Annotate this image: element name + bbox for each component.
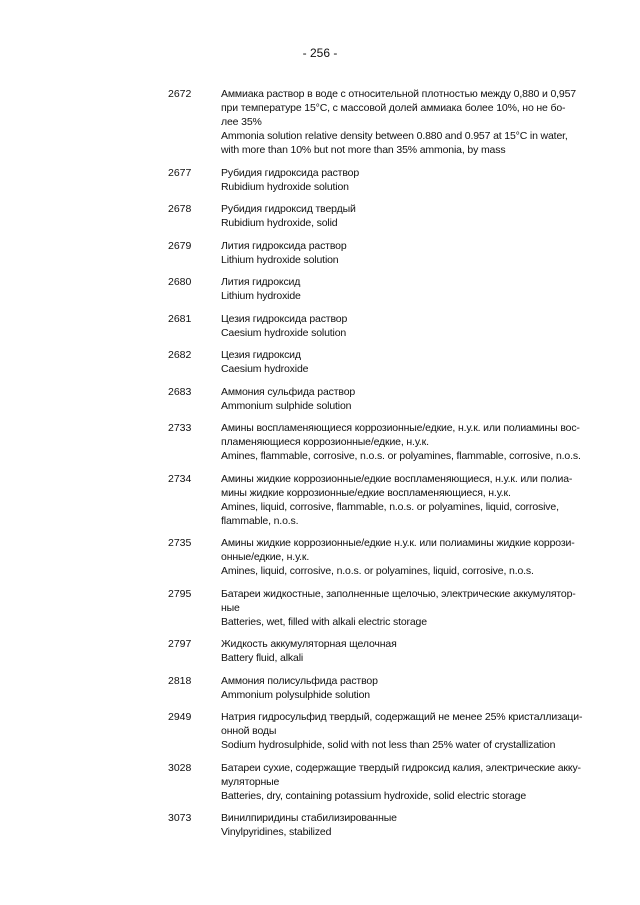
list-item (168, 239, 578, 267)
entry-text-line: flammable, n.o.s. (221, 514, 299, 527)
entry-number: 2734 (168, 472, 192, 485)
entry-text-line: Sodium hydrosulphide, solid with not less than 25% water of crystallization (221, 739, 556, 751)
entry-number: 2680 (168, 276, 192, 288)
entry-text-line: Vinylpyridines, stabilized (221, 826, 332, 838)
entry-number: 2672 (168, 88, 192, 100)
list-item (168, 348, 578, 376)
entry-text-line: Batteries, wet, filled with alkali electric storage (221, 615, 427, 628)
entry-text-line: with more than 10% but not more than 35% ammonia, by mass (221, 144, 506, 156)
entry-number: 2679 (168, 239, 192, 252)
entry-text-line: муляторные (221, 775, 280, 788)
entry-text-line: Caesium hydroxide (221, 363, 309, 375)
entry-text-line: Amines, liquid, corrosive, flammable, n.o.s. or polyamines, liquid, corrosive, (221, 500, 559, 513)
entry-number: 2733 (168, 422, 192, 434)
list-item (168, 421, 581, 463)
entry-description (221, 637, 571, 665)
entry-description (221, 674, 571, 702)
entry-description (221, 239, 571, 267)
entry-text-line: Амины воспламеняющиеся коррозионные/едкие, н.у.к. или полиамины вос- (221, 422, 580, 434)
entry-number: 2682 (168, 349, 192, 361)
list-item (168, 202, 578, 230)
entry-text-line: Рубидия гидроксида раствор (221, 166, 360, 179)
entry-number: 2678 (168, 203, 192, 215)
entry-text-line: Винилпиридины стабилизированные (221, 812, 397, 824)
entry-text-line: онной воды (221, 725, 277, 737)
entry-description (221, 202, 571, 230)
entry-text-line: ные (221, 601, 240, 614)
list-item (168, 472, 578, 528)
entry-number: 2797 (168, 638, 192, 650)
entry-text-line: Натрия гидросульфид твердый, содержащий не менее 25% кристаллизаци- (221, 711, 583, 723)
list-item (168, 811, 578, 839)
entry-text-line: Цезия гидроксид (221, 349, 301, 361)
entry-number: 2949 (168, 711, 192, 723)
list-item (168, 536, 578, 578)
entry-text-line: Амины жидкие коррозионные/едкие н.у.к. или полиамины жидкие коррози- (221, 537, 575, 549)
page-number: - 256 - (302, 46, 338, 60)
entry-text-line: пламеняющиеся коррозионные/едкие, н.у.к. (221, 436, 429, 448)
list-item (168, 312, 578, 340)
list-item (168, 637, 578, 665)
entry-text-line: Жидкость аккумуляторная щелочная (221, 638, 397, 650)
entry-description (221, 536, 575, 578)
entry-text-line: Аммония сульфида раствор (221, 385, 356, 398)
entry-text-line: Battery fluid, alkali (221, 652, 304, 664)
entry-description (221, 87, 576, 157)
entry-description (221, 811, 571, 839)
entry-text-line: Lithium hydroxide solution (221, 253, 339, 266)
list-item (168, 587, 578, 629)
entry-text-line: Рубидия гидроксид твердый (221, 203, 356, 215)
entry-description (221, 385, 571, 413)
entry-number: 3073 (168, 812, 192, 824)
entry-text-line: при температуре 15°С, с массовой долей аммиака более 10%, но не бо- (221, 102, 566, 114)
entry-text-line: Цезия гидроксида раствор (221, 312, 348, 325)
entry-text-line: мины жидкие коррозионные/едкие воспламеняющиеся, н.у.к. (221, 486, 511, 499)
entry-text-line: Batteries, dry, containing potassium hydroxide, solid electric storage (221, 789, 527, 802)
entry-number: 2683 (168, 385, 192, 398)
list-item (168, 166, 578, 194)
list-item (168, 710, 583, 752)
entry-number: 2677 (168, 166, 192, 179)
entry-text-line: Lithium hydroxide (221, 290, 301, 302)
entry-text-line: лее 35% (221, 116, 262, 128)
entry-text-line: Аммония полисульфида раствор (221, 674, 378, 687)
entry-text-line: Caesium hydroxide solution (221, 326, 347, 339)
entry-text-line: Батареи сухие, содержащие твердый гидроксид калия, электрические акку- (221, 761, 581, 774)
entry-number: 2818 (168, 674, 192, 687)
entry-text-line: Amines, flammable, corrosive, n.o.s. or polyamines, flammable, corrosive, n.o.s. (221, 450, 581, 462)
entry-description (221, 348, 571, 376)
entry-text-line: Ammonia solution relative density between 0.880 and 0.957 at 15°C in water, (221, 130, 568, 142)
entry-number: 2795 (168, 587, 192, 600)
entry-text-line: Ammonium polysulphide solution (221, 688, 370, 701)
entry-description (221, 587, 576, 629)
list-item (168, 385, 578, 413)
entry-description (221, 312, 571, 340)
entry-description (221, 472, 571, 528)
entry-description (221, 710, 583, 752)
entry-text-line: Лития гидроксида раствор (221, 239, 347, 252)
entry-text-line: онные/едкие, н.у.к. (221, 551, 310, 563)
entry-text-line: Amines, liquid, corrosive, n.o.s. or polyamines, liquid, corrosive, n.o.s. (221, 565, 534, 577)
entry-number: 3028 (168, 761, 192, 774)
entry-description (221, 761, 581, 803)
list-item (168, 761, 581, 803)
entry-description (221, 166, 571, 194)
entry-text-line: Аммиака раствор в воде с относительной плотностью между 0,880 и 0,957 (221, 88, 576, 100)
entry-description (221, 275, 571, 303)
entry-text-line: Лития гидроксид (221, 276, 301, 288)
entry-description (221, 421, 581, 463)
entry-text-line: Rubidium hydroxide solution (221, 180, 349, 193)
entries-list (168, 87, 583, 848)
entry-text-line: Rubidium hydroxide, solid (221, 217, 338, 229)
entry-text-line: Батареи жидкостные, заполненные щелочью, электрические аккумулятор- (221, 587, 576, 600)
entry-text-line: Амины жидкие коррозионные/едкие воспламеняющиеся, н.у.к. или полиа- (221, 472, 573, 485)
list-item (168, 674, 578, 702)
entry-text-line: Ammonium sulphide solution (221, 399, 352, 412)
list-item (168, 275, 578, 303)
list-item (168, 87, 578, 157)
entry-number: 2735 (168, 537, 192, 549)
entry-number: 2681 (168, 312, 192, 325)
